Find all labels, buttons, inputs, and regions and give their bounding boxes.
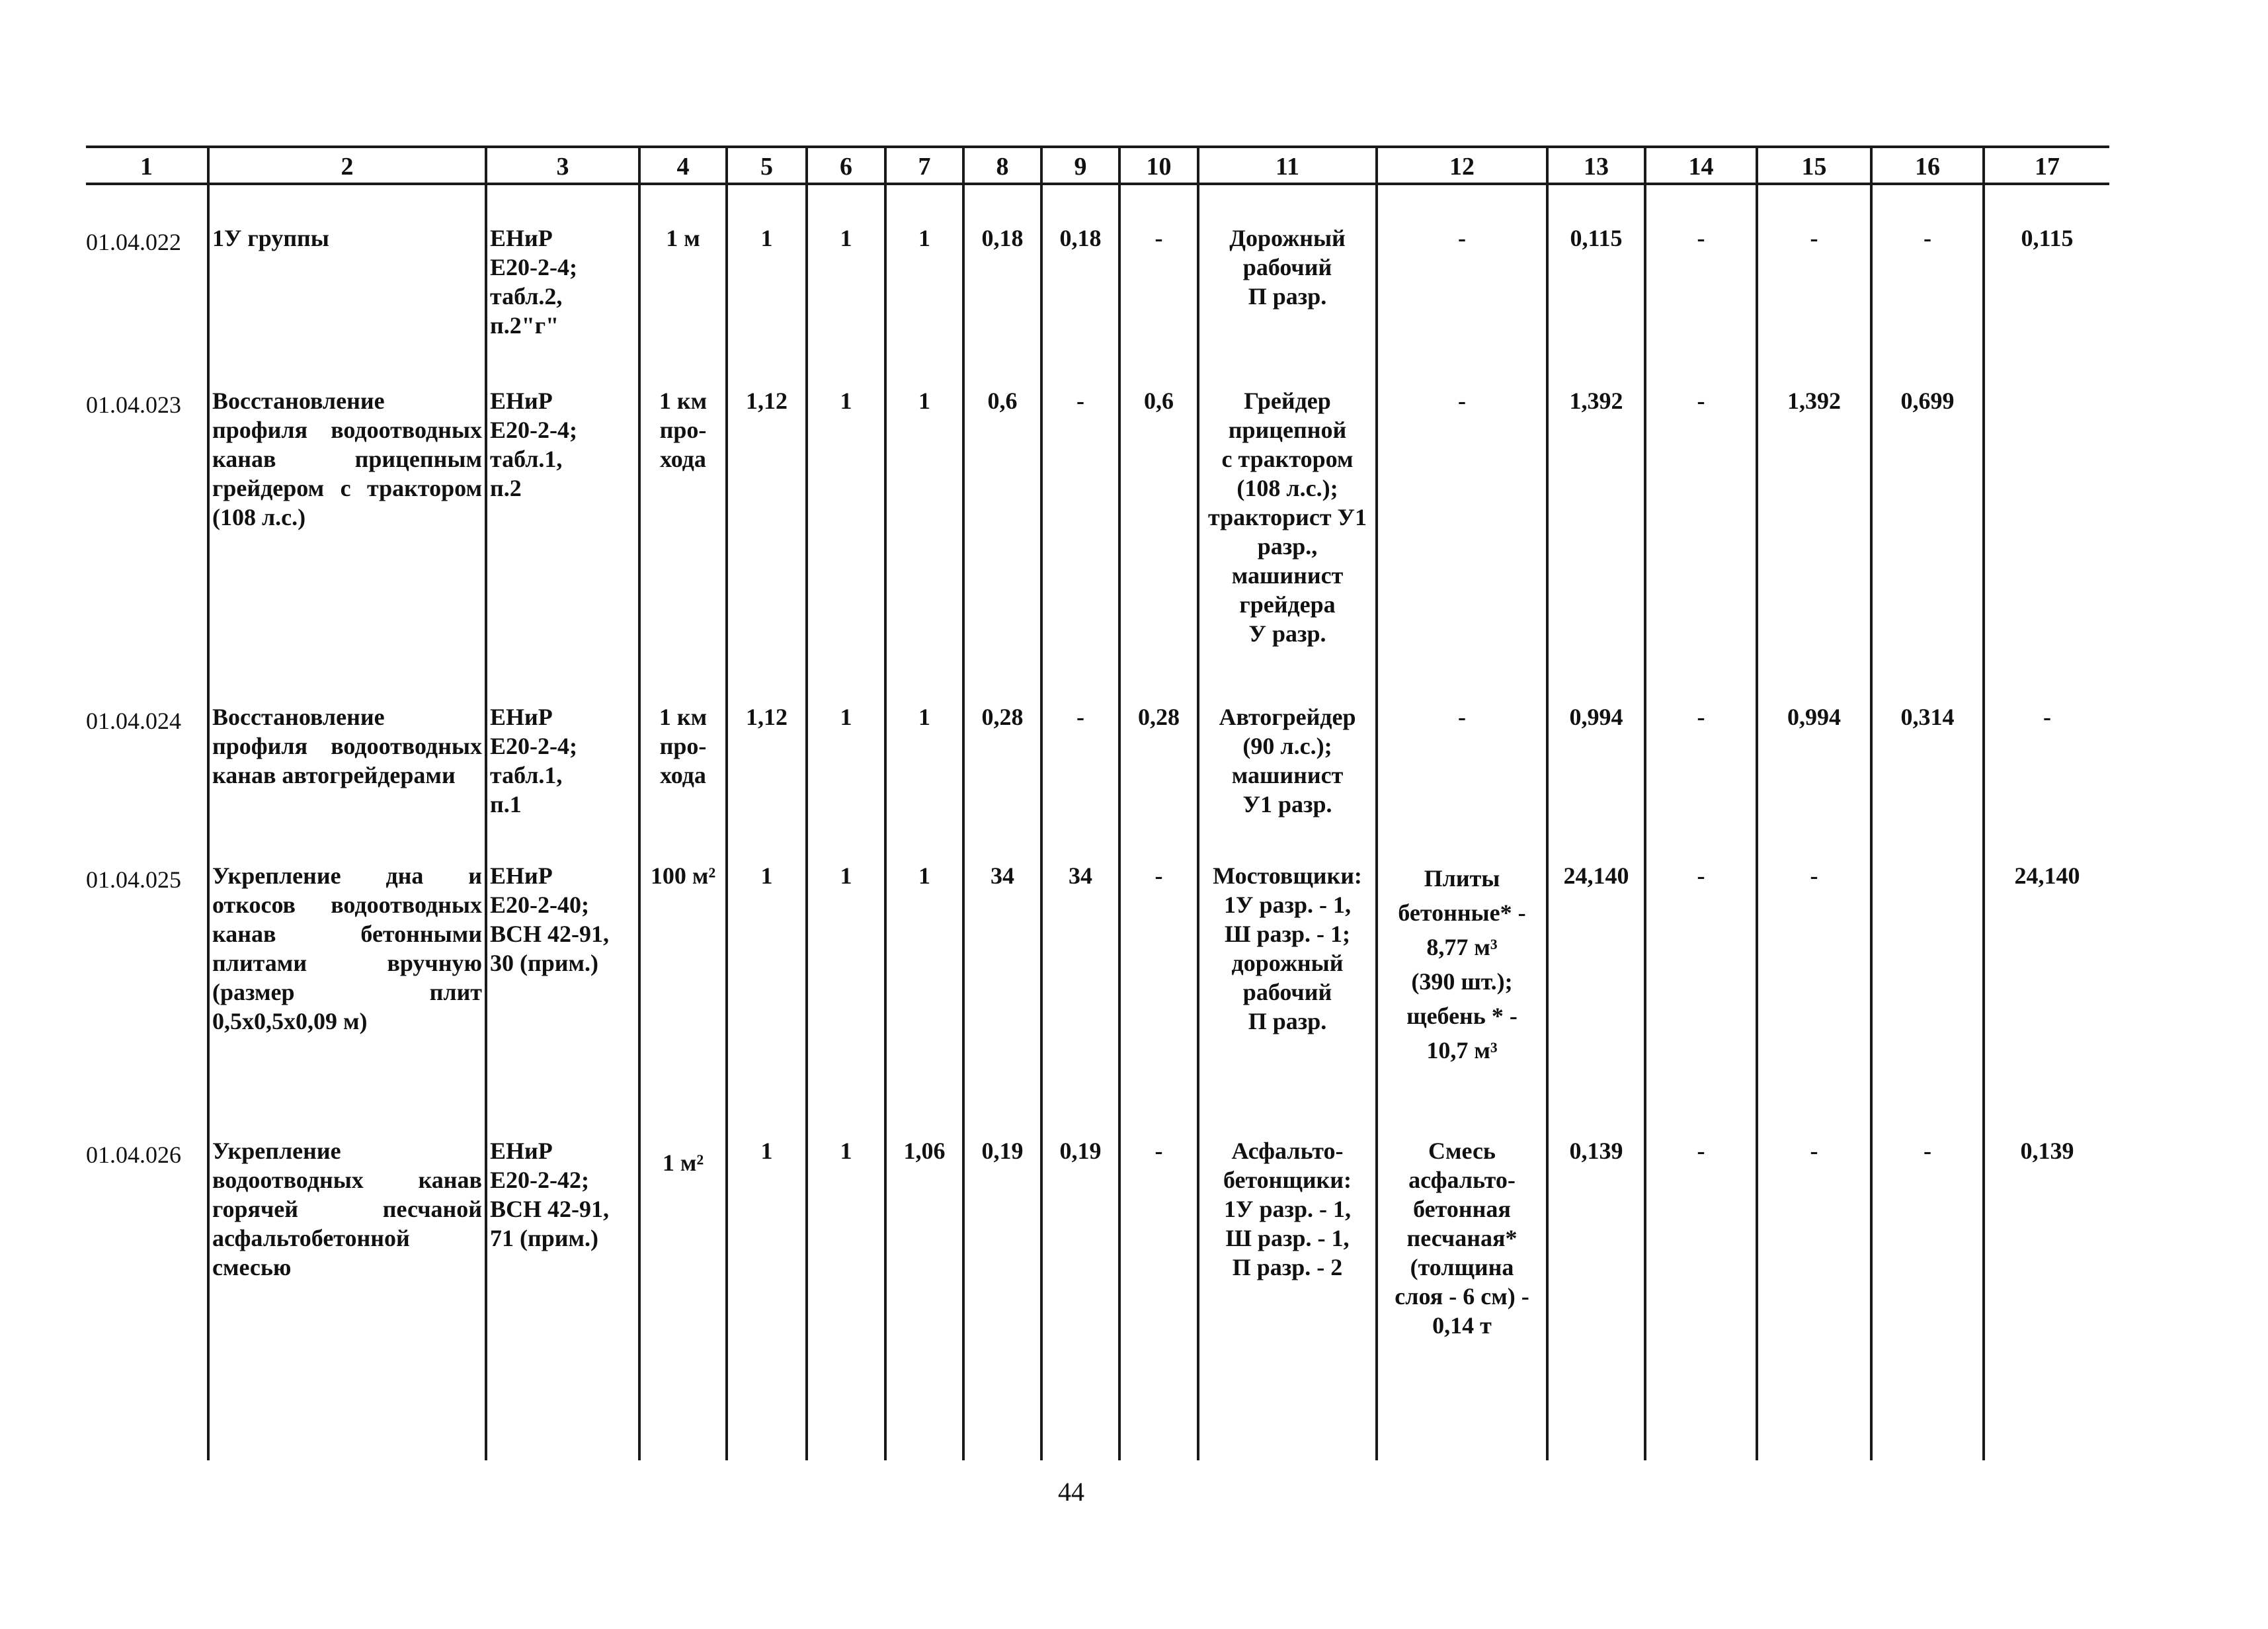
- row-col7: 1: [918, 388, 930, 414]
- row-name: Укрепление водоотводных канав горячей песчаной асфальтобетонной смесью: [212, 1138, 482, 1280]
- row-col5: 1: [760, 225, 773, 251]
- column-divider: [1040, 146, 1043, 1460]
- row-col14: -: [1697, 388, 1705, 414]
- row-col7: 1: [918, 862, 930, 889]
- row-workers: Автогрейдер (90 л.с.); машинист У1 разр.: [1219, 704, 1356, 817]
- row-col14: -: [1697, 862, 1705, 889]
- row-col7: 1: [918, 704, 930, 730]
- row-col6: 1: [840, 225, 852, 251]
- row-col6: 1: [840, 1138, 852, 1164]
- column-divider: [725, 146, 728, 1460]
- column-header: 13: [1584, 153, 1609, 181]
- column-header: 14: [1688, 153, 1714, 181]
- row-col10: -: [1154, 1138, 1163, 1164]
- row-col8: 0,19: [981, 1138, 1024, 1164]
- column-header: 11: [1276, 153, 1299, 181]
- row-col16: 0,699: [1900, 388, 1955, 414]
- row-col9: -: [1076, 704, 1084, 730]
- row-col7: 1: [918, 225, 930, 251]
- row-reference: ЕНиР Е20-2-4; табл.1, п.1: [490, 704, 577, 817]
- row-col8: 0,6: [987, 388, 1018, 414]
- column-divider: [1870, 146, 1873, 1460]
- column-divider: [1546, 146, 1549, 1460]
- row-col5: 1,12: [746, 388, 788, 414]
- column-header: 1: [140, 153, 153, 181]
- row-code: 01.04.025: [86, 866, 181, 893]
- row-materials: -: [1458, 225, 1466, 251]
- row-col15: 0,994: [1787, 704, 1841, 730]
- row-col10: 0,28: [1138, 704, 1180, 730]
- row-name: Укрепление дна и откосов водоотводных канав бетонными плитами вручную (размер плит 0,5х0,5х0,09 м): [212, 862, 482, 1034]
- table-top-rule: [86, 146, 2109, 148]
- column-divider: [1644, 146, 1646, 1460]
- row-col9: -: [1076, 388, 1084, 414]
- row-col15: -: [1810, 225, 1818, 251]
- row-col8: 34: [991, 862, 1014, 889]
- row-col13: 0,994: [1569, 704, 1623, 730]
- column-header: 4: [676, 153, 690, 181]
- row-name: Восстановление профиля водоотводных канав автогрейдерами: [212, 704, 482, 788]
- column-header: 10: [1146, 153, 1172, 181]
- row-col17: 24,140: [2014, 862, 2080, 889]
- row-col13: 24,140: [1563, 862, 1629, 889]
- row-col10: -: [1154, 862, 1163, 889]
- column-divider: [1756, 146, 1758, 1460]
- row-name: 1У группы: [212, 225, 329, 251]
- row-col15: 1,392: [1787, 388, 1841, 414]
- row-unit: 1 м²: [662, 1149, 704, 1176]
- row-col15: -: [1810, 1138, 1818, 1164]
- row-code: 01.04.024: [86, 708, 181, 734]
- row-materials: -: [1458, 388, 1466, 414]
- row-col8: 0,18: [981, 225, 1024, 251]
- header-bottom-rule: [86, 183, 2109, 185]
- row-col17: -: [2043, 704, 2051, 730]
- row-col13: 0,115: [1570, 225, 1623, 251]
- row-materials: -: [1458, 704, 1466, 730]
- column-divider: [805, 146, 808, 1460]
- row-col15: -: [1810, 862, 1818, 889]
- row-materials: Смесь асфальто- бетонная песчаная* (толщина слоя - 6 см) - 0,14 т: [1395, 1138, 1529, 1339]
- row-unit: 1 км про- хода: [659, 704, 708, 788]
- column-divider: [207, 146, 210, 1460]
- row-name: Восстановление профиля водоотводных канав прицепным грейдером с трактором (108 л.с.): [212, 388, 482, 530]
- row-code: 01.04.023: [86, 392, 181, 418]
- row-col14: -: [1697, 1138, 1705, 1164]
- column-header: 15: [1801, 153, 1827, 181]
- row-reference: ЕНиР Е20-2-42; ВСН 42-91, 71 (прим.): [490, 1138, 609, 1251]
- row-unit: 100 м²: [650, 862, 716, 889]
- row-code: 01.04.022: [86, 229, 181, 255]
- row-col5: 1: [760, 1138, 773, 1164]
- row-col7: 1,06: [903, 1138, 946, 1164]
- row-col5: 1: [760, 862, 773, 889]
- row-col13: 1,392: [1569, 388, 1623, 414]
- column-header: 3: [556, 153, 569, 181]
- row-reference: ЕНиР Е20-2-40; ВСН 42-91, 30 (прим.): [490, 862, 609, 976]
- row-col5: 1,12: [746, 704, 788, 730]
- row-workers: Дорожный рабочий П разр.: [1229, 225, 1346, 310]
- row-col17: 0,139: [2020, 1138, 2074, 1164]
- column-header: 12: [1449, 153, 1475, 181]
- row-col6: 1: [840, 388, 852, 414]
- row-col10: -: [1154, 225, 1163, 251]
- column-header: 8: [996, 153, 1009, 181]
- row-unit: 1 м: [666, 225, 700, 251]
- row-col17: 0,115: [2021, 225, 2074, 251]
- column-header: 16: [1915, 153, 1940, 181]
- row-workers: Грейдер прицепной с трактором (108 л.с.); тракторист У1 разр., машинист грейдера У разр.: [1208, 388, 1367, 647]
- column-header: 6: [840, 153, 852, 181]
- row-col9: 0,19: [1059, 1138, 1102, 1164]
- page-number: 44: [1058, 1477, 1084, 1507]
- column-divider: [884, 146, 887, 1460]
- row-col16: -: [1924, 1138, 1931, 1164]
- row-col16: -: [1924, 225, 1931, 251]
- row-col9: 34: [1069, 862, 1092, 889]
- column-header: 7: [918, 153, 931, 181]
- row-col6: 1: [840, 862, 852, 889]
- row-col16: 0,314: [1900, 704, 1955, 730]
- row-workers: Асфальто- бетонщики: 1У разр. - 1, Ш разр. - 1, П разр. - 2: [1223, 1138, 1352, 1280]
- row-col14: -: [1697, 225, 1705, 251]
- row-reference: ЕНиР Е20-2-4; табл.2, п.2"г": [490, 225, 577, 339]
- row-col6: 1: [840, 704, 852, 730]
- row-col8: 0,28: [981, 704, 1024, 730]
- row-col14: -: [1697, 704, 1705, 730]
- column-divider: [638, 146, 641, 1460]
- row-col13: 0,139: [1569, 1138, 1623, 1164]
- column-divider: [1118, 146, 1121, 1460]
- column-divider: [1982, 146, 1985, 1460]
- column-header: 2: [341, 153, 354, 181]
- row-col9: 0,18: [1059, 225, 1102, 251]
- row-reference: ЕНиР Е20-2-4; табл.1, п.2: [490, 388, 577, 501]
- column-header: 17: [2035, 153, 2060, 181]
- column-header: 9: [1074, 153, 1087, 181]
- row-code: 01.04.026: [86, 1142, 181, 1168]
- column-divider: [485, 146, 487, 1460]
- column-divider: [962, 146, 965, 1460]
- row-unit: 1 км про- хода: [659, 388, 708, 472]
- column-header: 5: [760, 153, 773, 181]
- row-materials: Плиты бетонные* - 8,77 м³ (390 шт.); щебень * - 10,7 м³: [1398, 865, 1526, 1064]
- row-workers: Мостовщики: 1У разр. - 1, Ш разр. - 1; дорожный рабочий П разр.: [1213, 862, 1362, 1034]
- row-col10: 0,6: [1144, 388, 1174, 414]
